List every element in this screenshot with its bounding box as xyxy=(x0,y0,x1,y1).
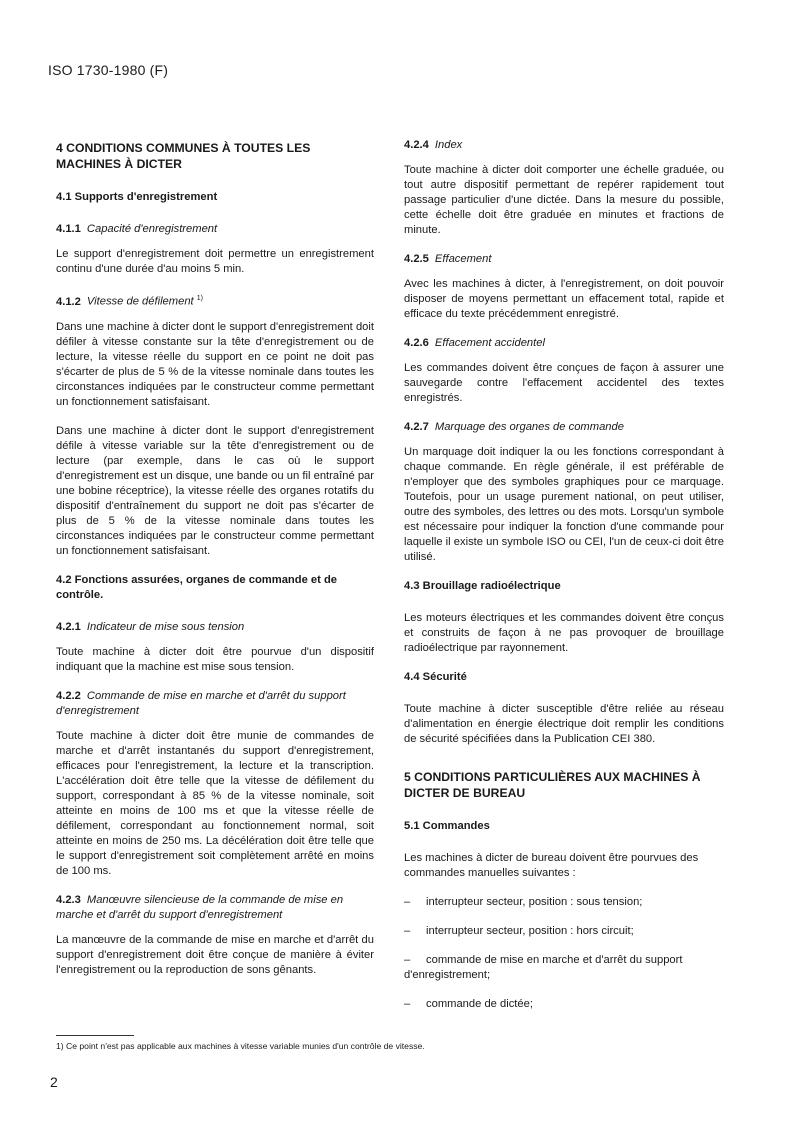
section-4-2-4-heading xyxy=(404,138,724,153)
section-number: 4.2.4 xyxy=(404,139,429,151)
section-4-1-title: 4.1 Supports d'enregistrement xyxy=(56,191,218,203)
paragraph-4-1-1: Le support d'enregistrement doit permettre un enregistrement continu d'une durée d'au moins 5 min. xyxy=(56,248,374,275)
section-title: Vitesse de défilement xyxy=(86,295,194,308)
right-column xyxy=(404,138,724,1026)
dash-bullet: – xyxy=(404,925,411,937)
footnote-rule xyxy=(56,1035,134,1036)
left-column xyxy=(56,138,374,992)
paragraph-4-1-2-a: Dans une machine à dicter dont le support d'enregistrement doit défiler à vitesse constante sur la tête d'enregistrement ou de lecture, la vitesse réelle du support en ce point ne doit pas s'écarter de plus de 5 % de la vitesse nominale dans toutes les circonstances indiquées par le constructeur comme permettant un fonctionnement satisfaisant. xyxy=(56,320,374,408)
paragraph-4-2-5: Avec les machines à dicter, à l'enregistrement, on doit pouvoir disposer de moyens permettant un effacement total, rapide et efficace du texte précédemment enregistré. xyxy=(404,278,724,320)
paragraph-4-2-4: Toute machine à dicter doit comporter une échelle graduée, ou tout autre dispositif permettant de repérer rapidement tout passage particulier d'une dictée. Dans la mesure du possible, cette échelle doit être graduée en minutes et fractions de minute. xyxy=(404,164,724,236)
section-title: Index xyxy=(434,139,463,151)
paragraph-4-2-7: Un marquage doit indiquer la ou les fonctions correspondant à chaque commande. En règle générale, il est préférable de n'employer que des symboles graphiques pour ce marquage. Toutefois, pour un usage purement national, on peut utiliser, outre des symboles, des lettres ou des mots. Lorsqu'un symbole est nécessaire pour indiquer la fonction d'une commande pour laquelle il existe un symbole ISO ou CEI, l'un de ceux-ci doit être utilisé. xyxy=(404,446,724,563)
section-title: Capacité d'enregistrement xyxy=(86,223,218,235)
section-number: 4.1.2 xyxy=(56,295,81,308)
paragraph-4-4: Toute machine à dicter susceptible d'être reliée au réseau d'alimentation en énergie électrique doit remplir les conditions de sécurité spécifiées dans la Publication CEI 380. xyxy=(404,703,724,745)
section-number: 4.1.1 xyxy=(56,223,81,235)
paragraph-4-2-6: Les commandes doivent être conçues de façon à assurer une sauvegarde contre l'effacement accidentel des textes enregistrés. xyxy=(404,362,724,404)
paragraph-4-2-1: Toute machine à dicter doit être pourvue d'un dispositif indiquant que la machine est mise sous tension. xyxy=(56,645,374,673)
section-number: 4.2.7 xyxy=(404,421,429,433)
section-4-2-1-heading xyxy=(56,620,374,635)
paragraph-4-2-2: Toute machine à dicter doit être munie de commandes de marche et d'arrêt instantanés du support d'enregistrement, efficaces pour l'enregistrement, la lecture et la transcription. L'accélération doit être telle que la vitesse de défilement du support, correspondant à 85 % de la vitesse nominale, soit atteinte en moins de 100 ms et que la vitesse réelle de défilement, correspondant au fonctionnement normal, soit atteinte en moins de 250 ms. La décélération doit être telle que le support d'enregistrement soit complètement arrêté en moins de 100 ms. xyxy=(56,729,374,877)
footnote-ref: 1) xyxy=(196,295,203,302)
section-title: Marquage des organes de commande xyxy=(434,421,624,433)
section-number: 4.2.3 xyxy=(56,893,81,906)
section-number: 4.2.6 xyxy=(404,337,429,349)
section-number: 4.2.1 xyxy=(56,620,81,633)
section-5-1-title: 5.1 Commandes xyxy=(404,820,490,832)
document-header: ISO 1730-1980 (F) xyxy=(48,62,169,78)
page-number: 2 xyxy=(50,1074,58,1090)
section-4-1-2-heading xyxy=(56,291,374,310)
section-title: Effacement xyxy=(434,253,492,265)
list-item: – interrupteur secteur, position : sous tension; xyxy=(404,896,643,908)
section-4-2-3-heading xyxy=(56,893,374,923)
list-item: – commande de dictée; xyxy=(404,998,533,1010)
dash-bullet: – xyxy=(404,896,411,908)
dash-bullet: – xyxy=(404,998,411,1010)
paragraph-5-1: Les machines à dicter de bureau doivent être pourvues des commandes manuelles suivantes : xyxy=(404,852,699,879)
paragraph-4-1-2-b: Dans une machine à dicter dont le support d'enregistrement défile à vitesse variable sur la tête d'enregistrement ou de lecture (par exemple, dans le cas où le support d'enregistrement est un disque, une bande ou un fil entraîné par une bobine réceptrice), la vitesse réelle des organes rotatifs du dispositif d'entraînement du support ne doit pas s'écarter de plus de 5 % de la vitesse nominale dans toutes les circonstances indiquées par le constructeur comme permettant un fonctionnement satisfaisant. xyxy=(56,424,374,557)
paragraph-4-2-3: La manœuvre de la commande de mise en marche et d'arrêt du support d'enregistrement doit être conçue de manière à éviter l'enregistrement ou la reproduction de sons gênants. xyxy=(56,933,374,976)
section-4-2-6-heading xyxy=(404,336,724,351)
chapter-4-title: 4 CONDITIONS COMMUNES À TOUTES LES MACHINES À DICTER xyxy=(56,141,311,171)
section-title: Effacement accidentel xyxy=(434,337,545,349)
section-4-2-5-heading xyxy=(404,252,724,267)
list-item: – interrupteur secteur, position : hors circuit; xyxy=(404,925,634,937)
chapter-5-title: 5 CONDITIONS PARTICULIÈRES AUX MACHINES À DICTER DE BUREAU xyxy=(404,770,701,800)
section-4-2-title: 4.2 Fonctions assurées, organes de commande et de contrôle. xyxy=(56,573,338,601)
section-4-2-2-heading xyxy=(56,689,374,719)
paragraph-4-3: Les moteurs électriques et les commandes doivent être conçus et construits de façon à ne pas provoquer de brouillage radioélectrique par rayonnement. xyxy=(404,612,724,654)
section-title: Indicateur de mise sous tension xyxy=(86,620,245,633)
section-title: Manœuvre silencieuse de la commande de mise en marche et d'arrêt du support d'enregistrement xyxy=(56,893,344,921)
list-item: – commande de mise en marche et d'arrêt du support d'enregistrement; xyxy=(404,954,683,981)
section-4-4-title: 4.4 Sécurité xyxy=(404,671,467,683)
section-4-3-title: 4.3 Brouillage radioélectrique xyxy=(404,580,561,592)
section-4-2-7-heading xyxy=(404,420,724,435)
section-number: 4.2.2 xyxy=(56,689,81,702)
dash-bullet: – xyxy=(404,954,411,966)
section-number: 4.2.5 xyxy=(404,253,429,265)
section-4-1-1-heading xyxy=(56,222,374,237)
command-list xyxy=(404,895,724,1012)
footnote: 1) Ce point n'est pas applicable aux machines à vitesse variable munies d'un contrôle de vitesse. xyxy=(56,1041,425,1051)
section-title: Commande de mise en marche et d'arrêt du support d'enregistrement xyxy=(56,689,346,717)
